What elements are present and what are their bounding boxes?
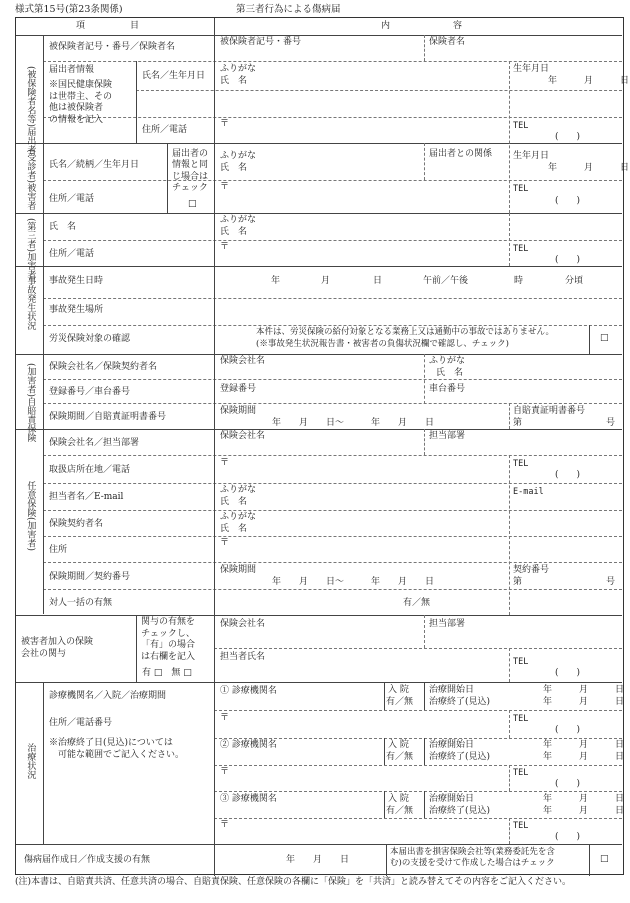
label: 〒 [220,182,230,192]
label: ( ) [555,255,581,265]
label: ふりがな [220,485,257,495]
label: 〒 [220,242,230,252]
label: 氏 名 [436,368,464,378]
label: 入 院 [388,740,409,750]
label: 保険会社名／担当部署 [49,438,140,448]
label: 入 院 [388,685,409,695]
label: TEL [513,714,529,724]
section-jibai: (加害者)自賠責保険 [25,363,36,443]
support-note: 本届出書を損害保険会社等(業務委託先を含 む)の支援を受けて作成した場合はチェック [390,847,555,869]
label: 年 月 日～ 年 月 日 [272,577,435,587]
label: TEL [513,184,529,194]
label: 治療終了(見込) [429,752,491,762]
involvement-note: 関与の有無を チェックし、 「有」の場合 は右欄を記入 [141,617,196,662]
label: 治療終了(見込) [429,806,491,816]
label: 治療開始日 [429,685,475,695]
label: 時 [514,276,524,286]
label: 被害者加入の保険 会社の関与 [21,637,94,659]
label: ふりがな [220,64,257,74]
rosai-confirm-text: 本件は、労災保険の給付対象となる業務上又は通勤中の事故ではありません。 [256,327,555,337]
label: E-mail [513,487,544,497]
involvement-checkboxes[interactable]: 有 □ 無 □ [142,668,192,678]
label: 治療終了(見込) [429,697,491,707]
label: 治療開始日 [429,794,475,804]
label: 担当部署 [429,431,466,441]
same-as-reporter-note: 届出者の 情報と同 じ場合は チェック [172,149,209,193]
same-checkbox[interactable]: □ [188,199,197,209]
form-title: 第三者行為による傷病届 [236,4,341,15]
label: 住所／電話 [49,249,95,259]
label: 保険会社名／保険契約者名 [49,362,158,372]
label: 契約番号 [513,565,550,575]
note-text: ※治療終了日(見込)については 可能な範囲でご記入ください。 [49,738,185,760]
label: 氏 名 [220,163,248,173]
label: 第 [513,577,523,587]
rosai-confirm-note: (※事故発生状況報告書・被害者の負傷状況欄で確認し、チェック) [256,339,509,349]
label: ( ) [555,725,581,735]
label: TEL [513,821,529,831]
label: 月 [321,276,331,286]
label: ( ) [555,470,581,480]
label: 被保険者記号・番号 [220,37,302,47]
label: 氏名／生年月日 [142,71,206,81]
label: 年 月 日 [286,855,350,865]
section-nini: 任意保険(加害者) [25,481,36,552]
section-kagaisha: (第三者)加害者 [25,218,36,280]
label: 治療開始日 [429,740,475,750]
label: 保険期間 [220,565,257,575]
label: TEL [513,244,529,254]
label: ( ) [555,196,581,206]
label: 診療機関名 [231,794,277,804]
label: 〒 [220,119,230,129]
label: 氏 名 [49,222,77,232]
label: 日 [373,276,383,286]
label: TEL [513,121,529,131]
label: 保険期間 [220,406,257,416]
label: 保険契約者名 [49,519,104,529]
label: 住所／電話番号 [49,718,113,728]
label: 保険会社名 [220,431,266,441]
label: 保険会社名 [220,356,266,366]
label: 有／無 [386,752,414,762]
label: 届出者情報 [49,65,95,75]
label: 保険期間／自賠責証明書番号 [49,412,167,422]
label: 登録番号 [220,384,257,394]
label: 診療機関名／入院／治療期間 [49,691,167,701]
label: 氏 名 [220,524,248,534]
label: ① [220,686,230,696]
label: 年 月 日 [548,76,630,86]
label: 事故発生日時 [49,276,104,286]
label: 住所／電話 [49,194,95,204]
label: 氏名／続柄／生年月日 [49,160,140,170]
label: 診療機関名 [231,686,277,696]
label: ( ) [555,668,581,678]
label: 〒 [220,458,230,468]
label: ふりがな [220,151,257,161]
label: 氏 名 [220,76,248,86]
label: 傷病届作成日／作成支援の有無 [24,855,151,865]
label: 氏 名 [220,497,248,507]
label: 生年月日 [513,64,550,74]
section-jiko: 事故発生状況 [25,276,36,330]
label: 年 月 日 [543,697,625,707]
label: ( ) [555,832,581,842]
note-text: ※国民健康保険 は世帯主、その 他は被保険者 の情報を記入 [49,80,113,126]
label: 〒 [220,820,230,830]
form-table [15,17,630,875]
label: 年 月 日 [543,794,625,804]
support-checkbox[interactable]: □ [600,854,609,864]
label: 事故発生場所 [49,305,104,315]
label: 号 [606,577,616,587]
label: ふりがな [220,215,257,225]
label: ふりがな [220,512,257,522]
label: 生年月日 [513,151,550,161]
label: 年 月 日 [543,685,625,695]
label: TEL [513,459,529,469]
label: 年 月 日 [543,806,625,816]
label: ② [220,740,230,750]
label: 車台番号 [429,384,466,394]
label: ( ) [555,779,581,789]
label: TEL [513,657,529,667]
label: 入 院 [388,794,409,804]
label: 第 [513,418,523,428]
label: ( ) [555,132,581,142]
label: 住所 [49,545,68,555]
label: 保険期間／契約番号 [49,572,131,582]
label: 取扱店所在地／電話 [49,465,131,475]
label: 届出者との関係 [429,149,493,159]
label: 分頃 [565,276,584,286]
label: 自賠責証明書番号 [513,406,586,416]
footnote: (注)本書は、自賠責共済、任意共済の場合、自賠責保険、任意保険の各欄に「保険」を「共済」と読み替えてその内容をご記入ください。 [15,877,572,887]
col-content-header: 内 容 [381,21,463,31]
label: 〒 [220,767,230,777]
label: 年 月 日 [548,163,630,173]
label: TEL [513,768,529,778]
label: 保険者名 [429,37,466,47]
label: 号 [606,418,616,428]
label: ふりがな [429,356,466,366]
label: 〒 [220,538,230,548]
label: 登録番号／車台番号 [49,387,131,397]
label: 年 月 日～ 年 月 日 [272,418,435,428]
label: 被保険者記号・番号／保険者名 [49,42,176,52]
label: 〒 [220,713,230,723]
label: 午前／午後 [423,276,469,286]
label: 担当者名／E-mail [49,492,124,502]
label: 診療機関名 [231,740,277,750]
label: 氏 名 [220,227,248,237]
label: 年 月 日 [543,752,625,762]
section-higaisha: (受診者)被害者 [25,149,36,211]
label: 担当部署 [429,619,466,629]
section-todokede: (被保険者名等)届出者 [25,66,36,155]
section-chiryo: 治療状況 [25,743,36,779]
col-item-header: 項 目 [76,21,140,31]
label: 保険会社名 [220,619,266,629]
label: 労災保険対象の確認 [49,334,131,344]
label: 担当者氏名 [220,652,266,662]
label: 住所／電話 [142,125,188,135]
label: 有／無 [386,806,414,816]
label: 年 月 日 [543,740,625,750]
label: ③ [220,794,230,804]
label: 有／無 [386,697,414,707]
rosai-checkbox[interactable]: □ [600,333,609,343]
label: 年 [271,276,281,286]
label: 有／無 [403,598,431,608]
label: 対人一括の有無 [49,598,113,608]
form-number: 様式第15号(第23条関係) [15,4,123,15]
